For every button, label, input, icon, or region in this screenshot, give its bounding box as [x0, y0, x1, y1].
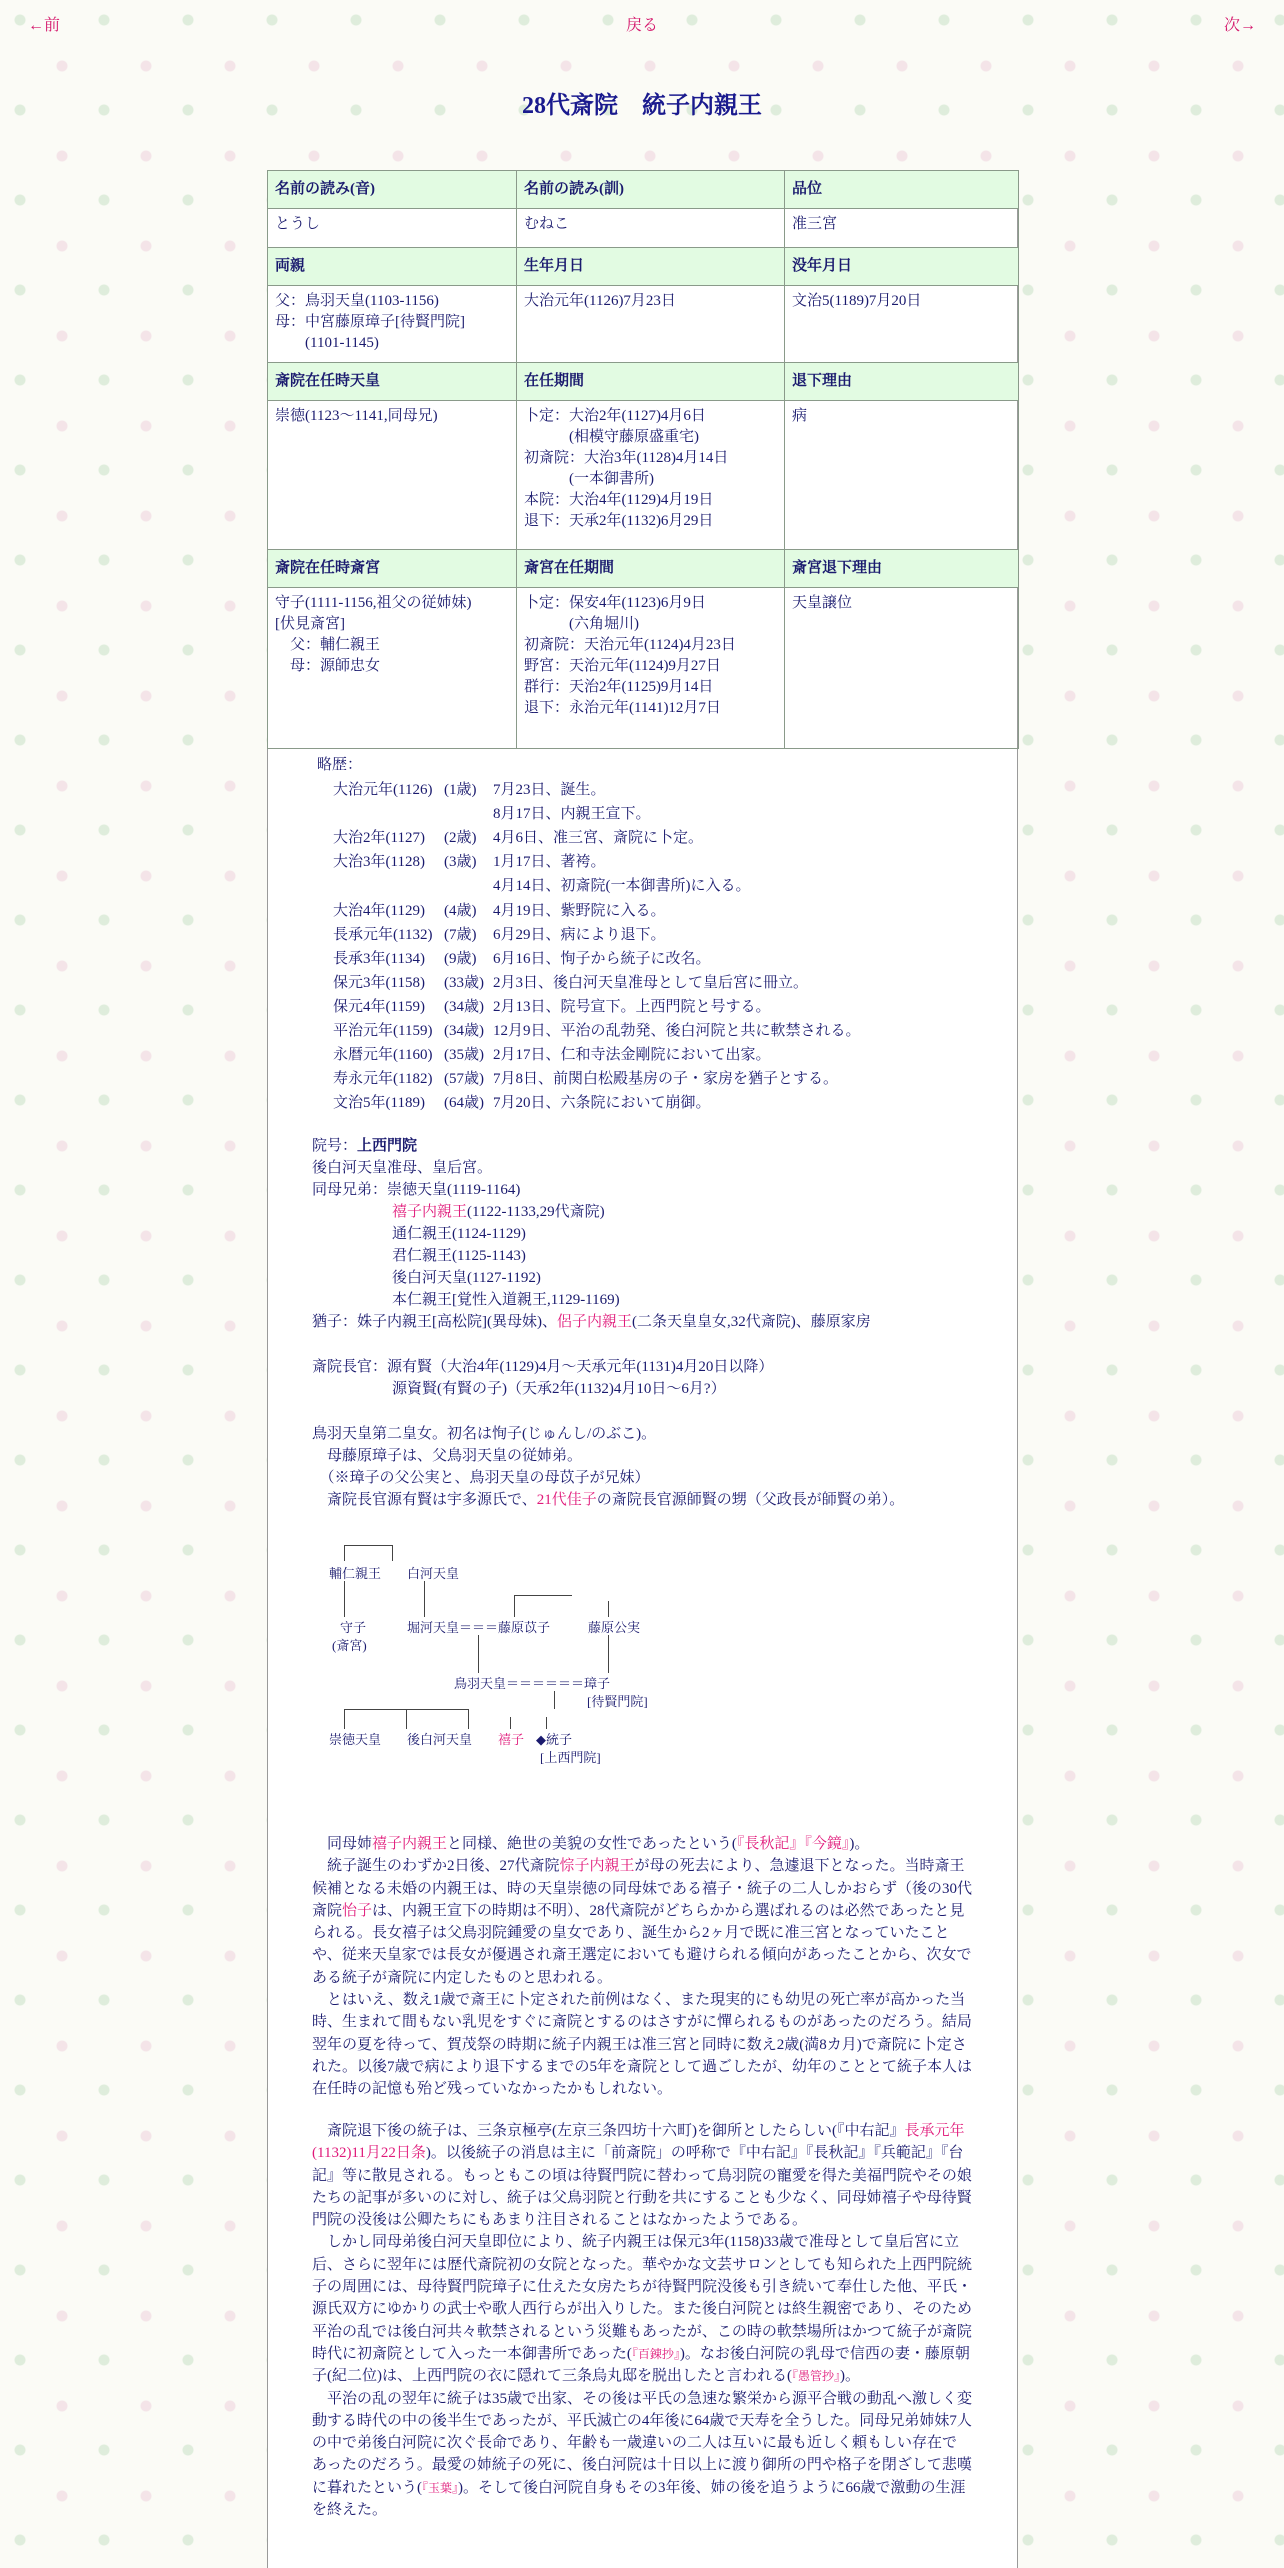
info-value-cell	[517, 286, 785, 363]
chronology-event: 12月9日、平治の乱勃発、後白河院と共に軟禁される。	[493, 1023, 861, 1039]
moriko: 守子	[340, 1620, 367, 1635]
info-value-line: 父：輔仁親王	[275, 637, 381, 653]
info-value-line: 退下：天承2年(1132)6月29日	[524, 513, 714, 529]
chronology-year: 長承元年(1132)	[333, 926, 433, 943]
prev-link[interactable]: ←前	[28, 17, 61, 34]
info-value-cell	[517, 588, 785, 749]
source: 『玉葉』	[422, 2480, 459, 2495]
chronology-event: 6月16日、恂子から統子に改名。	[493, 950, 711, 967]
chronology-year: 保元4年(1159)	[333, 998, 425, 1015]
chronology-age: (34歳)	[444, 1023, 484, 1039]
info-value-line: 守子(1111-1156,祖父の従姉妹)	[275, 595, 472, 611]
choukan-line2: 源資賢(有賢の子)（天承2年(1132)4月10日～6月?）	[392, 1381, 726, 1397]
info-value-line: とうし	[275, 216, 321, 232]
chronology-event: 4月19日、紫野院に入る。	[493, 902, 666, 919]
info-header-cell: 両親	[268, 248, 517, 286]
siblings-first: 同母兄弟：崇徳天皇(1119-1164)	[312, 1182, 521, 1198]
goshirakawa: 後白河天皇	[407, 1732, 473, 1747]
kishi: 禧子	[498, 1732, 525, 1747]
info-value-line: [伏見斎宮]	[275, 616, 345, 632]
paragraph-1: 同母姉禧子内親王と同様、絶世の美貌の女性であったという(『長秋記』『今鏡』)。 統子誕生のわずか2日後、27代斎院悰子内親王が母の死去により、急遽退下となった。当時斎王候補となる未婚の内親王は、時の天皇崇徳の同母妹である禧子・統子の二人しかおらず（後の30代斎院怡子は、内親王宣下の時期は不明）、28代斎院がどちらかから選ばれるのは必然であったと見られる。長女禧子は父鳥羽院鍾愛の皇女であり、誕生から2ヶ月で既に准三宮となっていたことや、従来天皇家では長女が優遇され斎王選定においても避けられる傾向があったことから、次女である統子が斎院に内定したものと思われる。 とはいえ、数え1歳で斎王に卜定された前例はなく、また現実的にも幼児の死亡率が高かった当時、生まれて間もない乳児をすぐに斎院とするのはさすがに憚られるものがあったのだろう。結局翌年の夏を待って、賀茂祭の時期に統子内親王は准三宮と同時に数え2歳(満8カ月)で斎院に卜定された。以後7歳で病により退下するまでの5年を斎院として過ごしたが、幼年のこととて統子本人は在任時の記憶も殆ど残っていなかったかもしれない。	[312, 1836, 973, 2098]
chronology-age: (64歳)	[444, 1095, 484, 1112]
info-value-line: 病	[792, 408, 808, 424]
info-header-cell: 名前の読み(音)	[268, 171, 517, 209]
info-value-line: 初斎院：大治3年(1128)4月14日	[524, 450, 729, 466]
chronology-year: 大治元年(1126)	[333, 782, 433, 798]
info-value-line: 准三宮	[792, 216, 838, 232]
info-value-cell	[517, 401, 785, 550]
info-value-line: 天皇譲位	[792, 595, 853, 611]
chronology-event: 7月23日、誕生。	[493, 782, 606, 798]
source: 『愚管抄』	[792, 2369, 841, 2384]
sibling-item: 通仁親王(1124-1129)	[392, 1226, 526, 1242]
info-value-row	[268, 209, 1019, 248]
shirakawa: 白河天皇	[407, 1566, 460, 1581]
info-table	[267, 170, 1019, 749]
info-value-cell	[785, 588, 1019, 749]
choukan-line1: 斎院長官：源有賢（大治4年(1129)4月～天承元年(1131)4月20日以降）	[312, 1359, 774, 1375]
sibling-item: 本仁親王[覚性入道親王,1129-1169)	[392, 1292, 620, 1308]
info-value-cell	[268, 588, 517, 749]
chronology-year: 保元3年(1158)	[333, 974, 425, 991]
chronology-event: 4月14日、初斎院(一本御書所)に入る。	[493, 878, 751, 895]
info-value-line: (1101-1145)	[275, 335, 379, 351]
ingo-line: 院号：上西門院	[312, 1138, 418, 1154]
chronology-year: 平治元年(1159)	[333, 1023, 433, 1039]
info-header-cell: 品位	[785, 171, 1019, 209]
info-value-line: 卜定：大治2年(1127)4月6日	[524, 408, 706, 424]
chronology-age: (4歳)	[444, 902, 477, 919]
chronology-year: 大治4年(1129)	[333, 902, 425, 919]
chronology-age: (3歳)	[444, 854, 477, 871]
chronology-label: 略歴：	[317, 757, 363, 773]
info-value-line: 文治5(1189)7月20日	[792, 293, 922, 309]
chronology-event: 6月29日、病により退下。	[493, 926, 666, 943]
info-value-line: 大治元年(1126)7月23日	[524, 293, 676, 309]
info-value-line: 母：中宮藤原璋子[待賢門院]	[275, 314, 465, 330]
info-value-line: 初斎院：天治元年(1124)4月23日	[524, 637, 736, 653]
chronology-event: 1月17日、著袴。	[493, 854, 606, 871]
chronology-event: 7月8日、前関白松殿基房の子・家房を猶子とする。	[493, 1071, 839, 1088]
chronology-age: (33歳)	[444, 974, 484, 991]
family-tree	[312, 1545, 972, 1805]
info-value-line: 崇徳(1123～1141,同母兄)	[275, 408, 438, 424]
muneko: ◆統子	[536, 1732, 572, 1747]
info-value-line: むねこ	[524, 216, 570, 232]
info-value-line: 野宮：天治元年(1124)9月27日	[524, 658, 721, 674]
tomoko-link[interactable]: 侶子内親王	[556, 1314, 632, 1330]
chronology-age: (7歳)	[444, 926, 477, 943]
sibling-item: 君仁親王(1125-1143)	[392, 1248, 526, 1264]
page-title: 28代斎院 統子内親王	[522, 93, 762, 119]
moriko-note: (斎宮)	[332, 1638, 367, 1653]
chronology-age: (2歳)	[444, 830, 477, 847]
chronology-event: 4月6日、准三宮、斎院に卜定。	[493, 830, 704, 847]
info-header-cell: 斎院在任時天皇	[268, 363, 517, 401]
toba: 鳥羽天皇＝＝＝＝＝＝璋子	[454, 1676, 611, 1691]
link[interactable]: 長承元年(1132)11月22日条	[312, 2123, 965, 2162]
info-value-row	[268, 286, 1019, 363]
chronology-year: 文治5年(1189)	[333, 1095, 425, 1112]
note-line: 母藤原璋子は、父鳥羽天皇の従姉弟。	[312, 1448, 583, 1464]
chronology-year: 大治3年(1128)	[333, 854, 425, 871]
sutoku: 崇徳天皇	[329, 1732, 382, 1747]
info-value-line: 卜定：保安4年(1123)6月9日	[524, 595, 706, 611]
info-value-row	[268, 588, 1019, 749]
info-header-cell: 在任期間	[517, 363, 785, 401]
kishi-link[interactable]: 禧子内親王	[392, 1204, 468, 1220]
kinzane: 藤原公実	[588, 1620, 641, 1635]
info-value-line: 群行：天治2年(1125)9月14日	[524, 679, 714, 695]
info-value-line: 父：鳥羽天皇(1103-1156)	[275, 293, 439, 309]
info-header-row	[268, 248, 1019, 286]
yushi-line: 猶子：姝子内親王[高松院](異母妹)、侶子内親王(二条天皇皇女,32代斎院)、藤原家房	[312, 1314, 871, 1330]
sukehito: 輔仁親王	[329, 1566, 382, 1581]
info-header-cell: 生年月日	[517, 248, 785, 286]
note-line: 斎院長官源有賢は宇多源氏で、21代佳子の斎院長官源師賢の甥（父政長が師賢の弟）。	[312, 1492, 905, 1508]
taikenmon: [待賢門院]	[587, 1694, 648, 1709]
chronology-event: 2月13日、院号宣下。上西門院と号する。	[493, 998, 771, 1015]
link[interactable]: 禧子内親王	[372, 1836, 448, 1852]
info-value-cell	[268, 286, 517, 363]
sibling-item: 後白河天皇(1127-1192)	[392, 1270, 541, 1286]
info-value-cell	[517, 209, 785, 248]
info-header-cell: 名前の読み(訓)	[517, 171, 785, 209]
horikawa: 堀河天皇＝＝＝藤原苡子	[407, 1620, 551, 1635]
info-value-cell	[785, 209, 1019, 248]
link[interactable]: 怡子	[342, 1902, 373, 1919]
info-header-cell: 斎宮在任期間	[517, 550, 785, 588]
chronology-event: 2月17日、仁和寺法金剛院において出家。	[493, 1047, 771, 1064]
chronology-age: (1歳)	[444, 782, 477, 798]
chronology-year: 寿永元年(1182)	[333, 1071, 433, 1088]
link[interactable]: 悰子内親王	[559, 1858, 635, 1875]
sibling-kishi: 禧子内親王(1122-1133,29代斎院)	[392, 1204, 605, 1220]
chronology-year: 永暦元年(1160)	[333, 1047, 433, 1064]
info-header-cell: 斎院在任時斎宮	[268, 550, 517, 588]
info-header-row	[268, 550, 1019, 588]
info-header-cell: 斎宮退下理由	[785, 550, 1019, 588]
chronology-year: 長承3年(1134)	[333, 950, 425, 967]
chronology-age: (9歳)	[444, 950, 477, 967]
info-value-cell	[785, 286, 1019, 363]
chronology-age: (35歳)	[444, 1047, 484, 1064]
info-value-line: (一本御書所)	[524, 471, 654, 487]
info-value-line: (相模守藤原盛重宅)	[524, 429, 699, 445]
info-value-line: 母：源師忠女	[275, 658, 381, 674]
note-line: （※璋子の父公実と、鳥羽天皇の母苡子が兄妹）	[312, 1470, 650, 1486]
chronology-age: (57歳)	[444, 1071, 484, 1088]
info-header-row	[268, 363, 1019, 401]
info-header-cell: 没年月日	[785, 248, 1019, 286]
info-value-line: (六角堀川)	[524, 616, 639, 632]
chronology-event: 7月20日、六条院において崩御。	[493, 1095, 711, 1112]
info-header-row	[268, 171, 1019, 209]
chronology-event: 8月17日、内親王宣下。	[493, 806, 651, 823]
note-line: 鳥羽天皇第二皇女。初名は恂子(じゅんし/のぶこ)。	[312, 1426, 657, 1442]
link[interactable]: 『長秋記』『今鏡』	[736, 1836, 850, 1852]
info-value-cell	[785, 401, 1019, 550]
source: 『百錬抄』	[631, 2346, 680, 2361]
info-value-cell	[268, 401, 517, 550]
chronology-year: 大治2年(1127)	[333, 830, 425, 847]
paragraph-2: 斎院退下後の統子は、三条京極亭(左京三条四坊十六町)を御所としたらしい(『中右記』長承元年(1132)11月22日条)。以後統子の消息は主に「前斎院」の呼称で『中右記』『長秋記』『兵範記』『台記』等に散見される。もっともこの頃は待賢門院に替わって鳥羽院の寵愛を得た美福門院やその娘たちの記事が多いのに対し、統子は父鳥羽院と行動を共にすることも少なく、同母姉禧子や母待賢門院の没後は公卿たちにもあまり注目されることはなかったようである。 しかし同母弟後白河天皇即位により、統子内親王は保元3年(1158)33歳で准母として皇后宮に立后、さらに翌年には歴代斎院初の女院となった。華やかな文芸サロンとしても知られた上西門院統子の周囲には、母待賢門院璋子に仕えた女房たちが待賢門院没後も引き続いて奉仕した他、平氏・源氏双方にゆかりの武士や歌人西行らが出入りした。また後白河院とは終生親密であり、そのため平治の乱では後白河共々軟禁されるという災難もあったが、この時の軟禁場所はかつて統子が斎院時代に初斎院として入った一本御書所であった(『百錬抄』)。なお後白河院の乳母で信西の妻・藤原朝子(紀二位)は、上西門院の衣に隠れて三条烏丸邸を脱出したと言われる(『愚管抄』)。 平治の乱の翌年に統子は35歳で出家、その後は平氏の急速な繁栄から源平合戦の動乱へ激しく変動する時代の中の後半生であったが、平氏滅亡の4年後に64歳で天寿を全うした。同母兄弟姉妹7人の中で弟後白河院に次ぐ長命であり、年齢も一歳違いの二人は互いに最も近しく頼もしい存在であったのだろう。最愛の姉統子の死に、後白河院は十日以上に渡り御所の門や格子を閉ざして悲嘆に暮れたという(『玉葉』)。そして後白河院自身もその3年後、姉の後を追うように66歳で激動の生涯を終えた。	[312, 2123, 973, 2519]
joseimon: [上西門院]	[540, 1750, 601, 1765]
chronology-age: (34歳)	[444, 998, 484, 1015]
next-link[interactable]: 次→	[1224, 17, 1257, 34]
yoshiko-link[interactable]: 21代佳子	[536, 1492, 597, 1508]
kogo-line: 後白河天皇准母、皇后宮。	[312, 1160, 493, 1176]
info-value-row	[268, 401, 1019, 550]
back-link[interactable]: 戻る	[626, 17, 659, 34]
info-value-cell	[268, 209, 517, 248]
info-value-line: 本院：大治4年(1129)4月19日	[524, 492, 714, 508]
chronology-event: 2月3日、後白河天皇准母として皇后宮に冊立。	[493, 974, 809, 991]
info-value-line: 退下：永治元年(1141)12月7日	[524, 700, 721, 716]
info-header-cell: 退下理由	[785, 363, 1019, 401]
